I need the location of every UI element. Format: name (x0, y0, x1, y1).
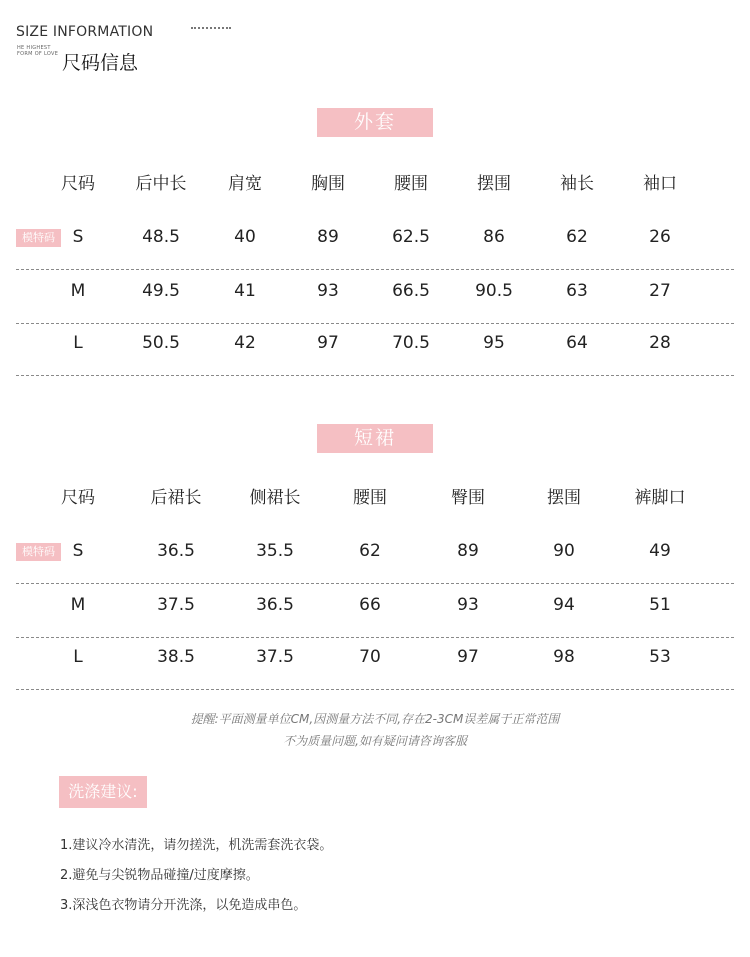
table-cell: 70 (359, 647, 381, 667)
column-header: 侧裙长 (249, 488, 301, 508)
table-cell: 90 (553, 541, 575, 561)
table-cell: 28 (649, 333, 671, 353)
table-cell: 86 (483, 227, 505, 247)
jacket-section-title: 外套 (317, 108, 433, 137)
measurement-note-line2: 不为质量问题,如有疑问请咨询客服 (283, 734, 467, 748)
table-cell: 66 (359, 595, 381, 615)
wash-item: 1.建议冷水清洗，请勿搓洗，机洗需套洗衣袋。 (60, 838, 333, 853)
column-header: 腰围 (353, 488, 387, 508)
row-divider (16, 323, 734, 324)
wash-advice-title: 洗涤建议: (59, 776, 147, 808)
row-divider (16, 689, 734, 690)
table-cell: 94 (553, 595, 575, 615)
table-cell: 51 (649, 595, 671, 615)
table-row (0, 590, 750, 644)
table-cell: M (70, 595, 86, 615)
wash-item: 3.深浅色衣物请分开洗涤，以免造成串色。 (60, 898, 307, 913)
table-cell: 49.5 (142, 281, 180, 301)
column-header: 臀围 (451, 488, 485, 508)
table-row (0, 276, 750, 330)
table-cell: 70.5 (392, 333, 430, 353)
table-cell: 36.5 (157, 541, 195, 561)
table-row (0, 222, 750, 276)
column-header: 后中长 (135, 174, 187, 194)
column-header: 摆围 (547, 488, 581, 508)
model-size-badge: 模特码 (16, 229, 61, 247)
header-title-cn: 尺码信息 (62, 52, 139, 74)
column-header: 袖长 (560, 174, 594, 194)
header-tagline (17, 45, 58, 57)
header-title-en: SIZE INFORMATION (16, 24, 154, 40)
table-cell: 62 (566, 227, 588, 247)
table-cell: 27 (649, 281, 671, 301)
header-dots-divider (191, 27, 231, 29)
table-cell: 63 (566, 281, 588, 301)
row-divider (16, 583, 734, 584)
table-cell: M (70, 281, 86, 301)
table-cell: 35.5 (256, 541, 294, 561)
table-cell: S (72, 227, 84, 247)
column-header: 肩宽 (228, 174, 262, 194)
header-tagline-line1: HE HIGHEST (17, 45, 51, 51)
header-tagline-line2: FORM OF LOVE (17, 51, 59, 57)
table-cell: 98 (553, 647, 575, 667)
table-cell: 49 (649, 541, 671, 561)
table-cell: 95 (483, 333, 505, 353)
row-divider (16, 269, 734, 270)
table-cell: 50.5 (142, 333, 180, 353)
measurement-note-line1: 提醒:平面测量单位CM,因测量方法不同,存在2-3CM误差属于正常范围 (190, 712, 560, 726)
column-header: 后裙长 (150, 488, 202, 508)
table-cell: 37.5 (157, 595, 195, 615)
table-cell: 93 (457, 595, 479, 615)
table-cell: 97 (457, 647, 479, 667)
row-divider (16, 637, 734, 638)
table-cell: 48.5 (142, 227, 180, 247)
column-header: 袖口 (643, 174, 677, 194)
table-cell: 40 (234, 227, 256, 247)
wash-item: 2.避免与尖锐物品碰撞/过度摩擦。 (60, 868, 259, 883)
column-header: 裤脚口 (634, 488, 686, 508)
table-cell: 62.5 (392, 227, 430, 247)
table-cell: L (73, 333, 83, 353)
column-header: 尺码 (61, 174, 95, 194)
skirt-section-title: 短裙 (317, 424, 433, 453)
table-cell: 26 (649, 227, 671, 247)
table-cell: 97 (317, 333, 339, 353)
table-cell: S (72, 541, 84, 561)
table-cell: 66.5 (392, 281, 430, 301)
table-cell: 90.5 (475, 281, 513, 301)
row-divider (16, 375, 734, 376)
table-cell: 64 (566, 333, 588, 353)
table-cell: 41 (234, 281, 256, 301)
table-cell: 89 (457, 541, 479, 561)
table-cell: 53 (649, 647, 671, 667)
skirt-header-row (0, 483, 750, 513)
column-header: 摆围 (477, 174, 511, 194)
model-size-badge: 模特码 (16, 543, 61, 561)
table-cell: 36.5 (256, 595, 294, 615)
table-cell: 38.5 (157, 647, 195, 667)
table-row (0, 328, 750, 382)
jacket-header-row (0, 169, 750, 199)
column-header: 尺码 (61, 488, 95, 508)
table-row (0, 536, 750, 590)
table-cell: 42 (234, 333, 256, 353)
table-cell: 37.5 (256, 647, 294, 667)
table-cell: 62 (359, 541, 381, 561)
table-cell: 93 (317, 281, 339, 301)
column-header: 腰围 (394, 174, 428, 194)
table-cell: L (73, 647, 83, 667)
table-cell: 89 (317, 227, 339, 247)
column-header: 胸围 (311, 174, 345, 194)
table-row (0, 642, 750, 696)
